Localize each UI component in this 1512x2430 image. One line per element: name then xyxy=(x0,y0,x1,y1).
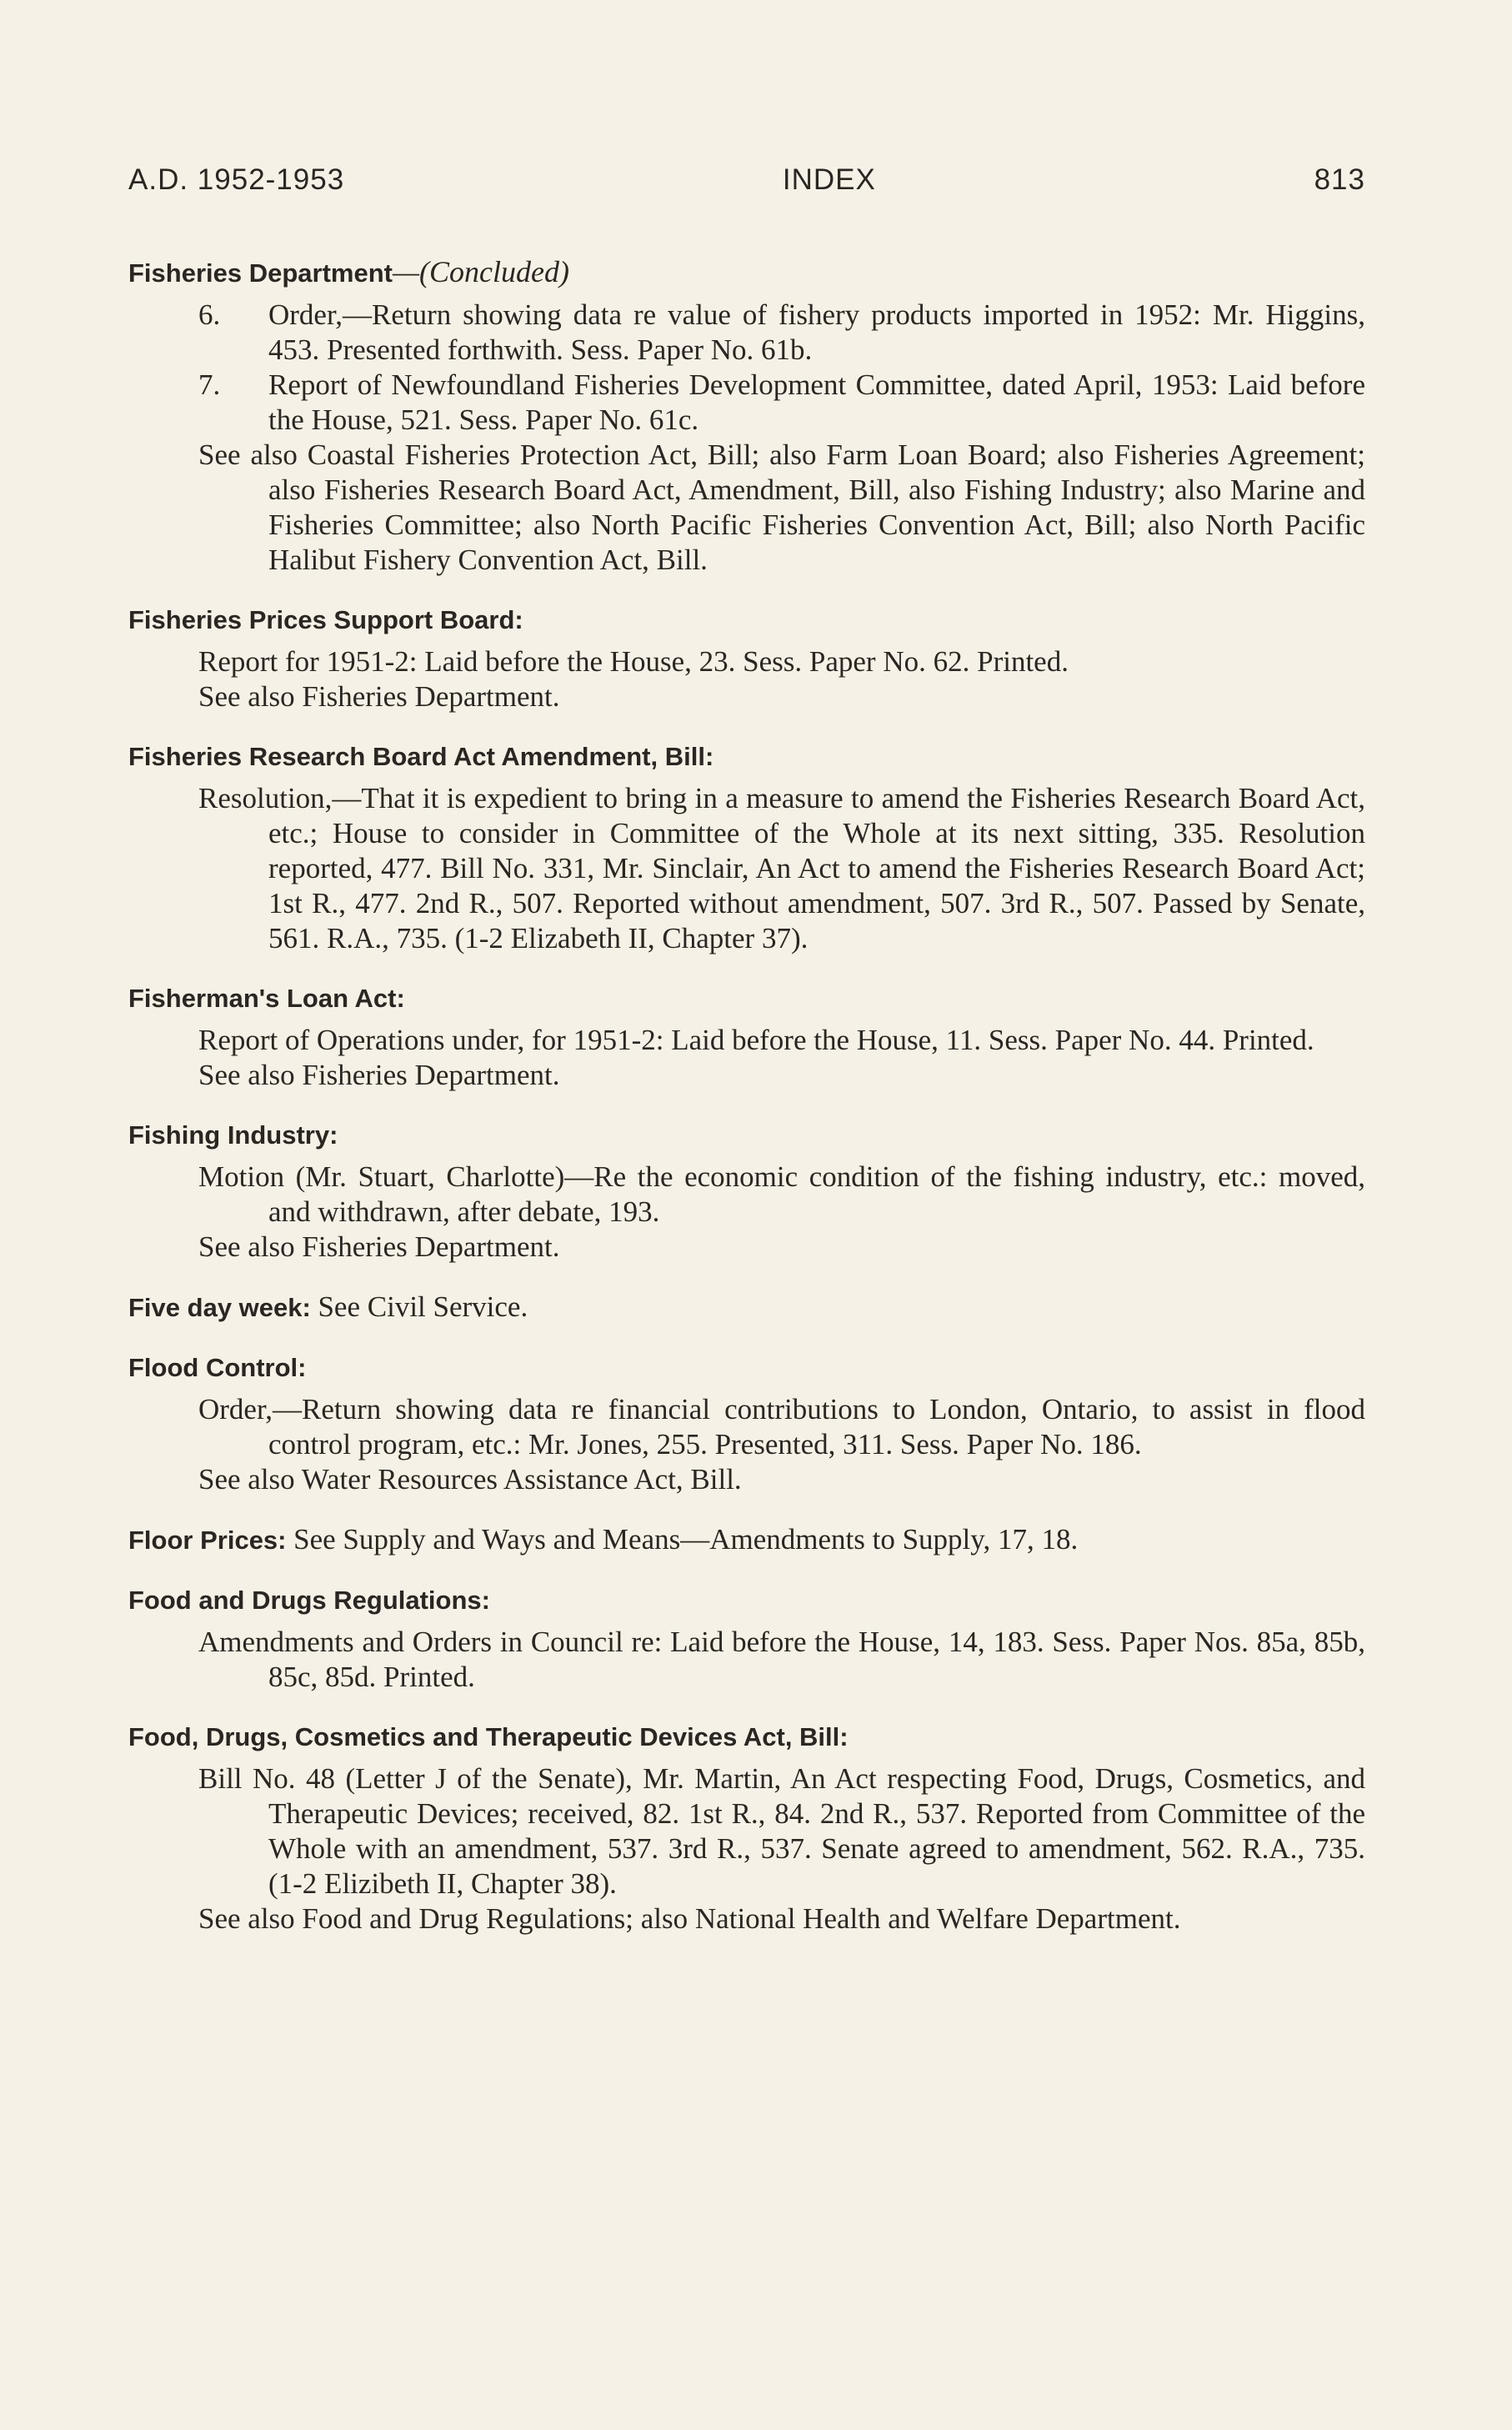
index-entry xyxy=(128,1720,1365,1936)
entry-heading: Five day week: See Civil Service. xyxy=(128,1290,528,1323)
index-entry xyxy=(128,1583,1365,1695)
entry-cross-reference: See Supply and Ways and Means—Amendments to Supply, 17, 18. xyxy=(293,1523,1079,1556)
running-header xyxy=(128,163,1365,197)
entry-paragraph: Bill No. 48 (Letter J of the Senate), Mr. Martin, An Act respecting Food, Drugs, Cosmetics, and Therapeutic Devices; received, 82. 1st R., 84. 2nd R., 537. Reported from Committee of the Whole with an amendment, 537. 3rd R., 537. Senate agreed to amendment, 562. R.A., 735. (1-2 Elizibeth II, Chapter 38). xyxy=(198,1762,1365,1900)
entry-see-also: See also Fisheries Department. xyxy=(198,1059,560,1091)
header-title: INDEX xyxy=(782,163,876,196)
index-entry xyxy=(128,603,1365,714)
entry-paragraph: Resolution,—That it is expedient to bring in a measure to amend the Fisheries Research Board Act, etc.; House to consider in Committee of the Whole at its next sitting, 335. Resolution reported, 477. Bill No. 331, Mr. Sinclair, An Act to amend the Fisheries Research Board Act; 1st R., 477. 2nd R., 507. Reported without amendment, 507. 3rd R., 507. Passed by Senate, 561. R.A., 735. (1-2 Elizabeth II, Chapter 37). xyxy=(198,782,1365,954)
index-entry xyxy=(128,1290,1365,1325)
entry-heading: Fisheries Department—(Concluded) xyxy=(128,255,569,288)
index-entries xyxy=(128,254,1365,1962)
entry-see-also: See also Coastal Fisheries Protection Act, Bill; also Farm Loan Board; also Fisheries Agreement; also Fisheries Research Board Act, Amendment, Bill, also Fishing Industry; also Marine and Fisheries Committee; also North Pacific Fisheries Convention Act, Bill; also North Pacific Halibut Fishery Convention Act, Bill. xyxy=(198,438,1365,576)
entry-paragraph: Motion (Mr. Stuart, Charlotte)—Re the economic condition of the fishing industry, etc.: moved, and withdrawn, after debate, 193. xyxy=(198,1160,1365,1228)
index-entry xyxy=(128,1118,1365,1265)
entry-paragraph: Amendments and Orders in Council re: Laid before the House, 14, 183. Sess. Paper Nos. 85a, 85b, 85c, 85d. Printed. xyxy=(198,1626,1365,1693)
entry-heading: Food and Drugs Regulations: xyxy=(128,1586,490,1615)
index-entry xyxy=(128,981,1365,1093)
entry-cross-reference: See Civil Service. xyxy=(318,1290,528,1323)
entry-heading: Fisheries Prices Support Board: xyxy=(128,605,523,634)
index-entry xyxy=(128,1522,1365,1558)
index-entry xyxy=(128,1350,1365,1497)
entry-paragraph: 6. Order,—Return showing data re value of fishery products imported in 1952: Mr. Higgins, 453. Presented forthwith. Sess. Paper No. 61b. xyxy=(198,298,1365,366)
entry-heading: Food, Drugs, Cosmetics and Therapeutic Devices Act, Bill: xyxy=(128,1722,849,1751)
entry-heading-continued: —(Concluded) xyxy=(393,255,569,288)
entry-see-also: See also Fisheries Department. xyxy=(198,1230,560,1263)
entry-paragraph: 7. Report of Newfoundland Fisheries Development Committee, dated April, 1953: Laid before the House, 521. Sess. Paper No. 61c. xyxy=(198,368,1365,436)
entry-heading: Fisheries Research Board Act Amendment, Bill: xyxy=(128,742,714,771)
index-entry xyxy=(128,254,1365,578)
entry-heading: Flood Control: xyxy=(128,1353,307,1382)
entry-paragraph: Report of Operations under, for 1951-2: Laid before the House, 11. Sess. Paper No. 44. Printed. xyxy=(198,1024,1314,1056)
entry-see-also: See also Food and Drug Regulations; also National Health and Welfare Department. xyxy=(198,1902,1181,1935)
entry-see-also: See also Fisheries Department. xyxy=(198,680,560,713)
item-number: 6. xyxy=(198,298,221,331)
entry-heading: Floor Prices: See Supply and Ways and Means—Amendments to Supply, 17, 18. xyxy=(128,1523,1079,1556)
entry-see-also: See also Water Resources Assistance Act, Bill. xyxy=(198,1463,742,1496)
entry-heading: Fisherman's Loan Act: xyxy=(128,984,405,1013)
item-number: 7. xyxy=(198,368,221,401)
page-number: 813 xyxy=(1314,163,1365,196)
entry-heading: Fishing Industry: xyxy=(128,1120,338,1150)
entry-paragraph: Order,—Return showing data re financial contributions to London, Ontario, to assist in flood control program, etc.: Mr. Jones, 255. Presented, 311. Sess. Paper No. 186. xyxy=(198,1393,1365,1461)
header-years: A.D. 1952-1953 xyxy=(128,163,345,196)
index-entry xyxy=(128,739,1365,956)
entry-paragraph: Report for 1951-2: Laid before the House, 23. Sess. Paper No. 62. Printed. xyxy=(198,645,1069,678)
